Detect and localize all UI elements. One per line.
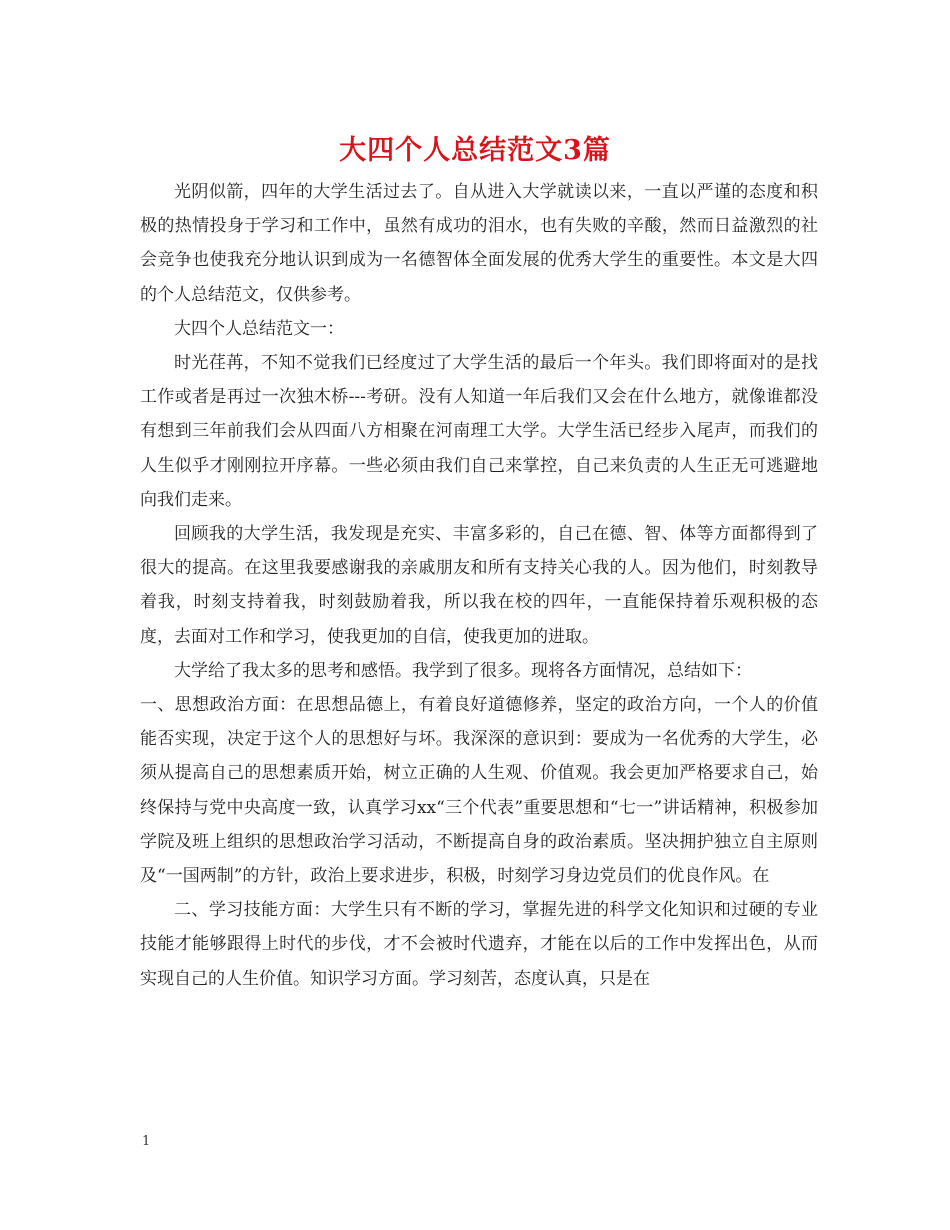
page-number: 1 xyxy=(142,1134,151,1149)
document-title: 大四个人总结范文3篇 xyxy=(339,135,611,166)
paragraph-political: 一、思想政治方面：在思想品德上，有着良好道德修养，坚定的政治方向，一个人的价值能否实现，决定于这个人的思想好与坏。我深深的意识到：要成为一名优秀的大学生，必须从提高自己的思想素质开始，树立正确的人生观、价值观。我会更加严格要求自己，始终保持与党中央高度一致，认真学习xx“三个代表”重要思想和“七一”讲话精神，积极参加学院及班上组织的思想政治学习活动，不断提高自身的政治素质。坚决拥护独立自主原则及“一国两制”的方针，政治上要求进步，积极，时刻学习身边党员们的优良作风。在 xyxy=(140,695,818,887)
paragraph-section-heading: 大四个人总结范文一： xyxy=(174,318,344,339)
paragraph-reflection: 大学给了我太多的思考和感悟。我学到了很多。现将各方面情况，总结如下： xyxy=(174,660,752,681)
paragraph-time: 时光荏苒，不知不觉我们已经度过了大学生活的最后一个年头。我们即将面对的是找工作或者是再过一次独木桥---考研。没有人知道一年后我们又会在什么地方，就像谁都没有想到三年前我们会从四面八方相聚在河南理工大学。大学生活已经步入尾声，而我们的人生似乎才刚刚拉开序幕。一些必须由我们自己来掌控，自己来负责的人生正无可逃避地向我们走来。 xyxy=(140,353,818,510)
paragraph-study: 二、学习技能方面：大学生只有不断的学习，掌握先进的科学文化知识和过硬的专业技能才能够跟得上时代的步伐，才不会被时代遗弃，才能在以后的工作中发挥出色，从而实现自己的人生价值。知识学习方面。学习刻苦，态度认真，只是在 xyxy=(140,900,818,989)
document-body xyxy=(140,175,818,996)
paragraph-review: 回顾我的大学生活，我发现是充实、丰富多彩的，自己在德、智、体等方面都得到了很大的提高。在这里我要感谢我的亲戚朋友和所有支持关心我的人。因为他们，时刻教导着我，时刻支持着我，时刻鼓励着我，所以我在校的四年，一直能保持着乐观积极的态度，去面对工作和学习，使我更加的自信，使我更加的进取。 xyxy=(140,524,818,647)
paragraph-intro: 光阴似箭，四年的大学生活过去了。自从进入大学就读以来，一直以严谨的态度和积极的热情投身于学习和工作中，虽然有成功的泪水，也有失败的辛酸，然而日益激烈的社会竞争也使我充分地认识到成为一名德智体全面发展的优秀大学生的重要性。本文是大四的个人总结范文，仅供参考。 xyxy=(140,182,818,305)
